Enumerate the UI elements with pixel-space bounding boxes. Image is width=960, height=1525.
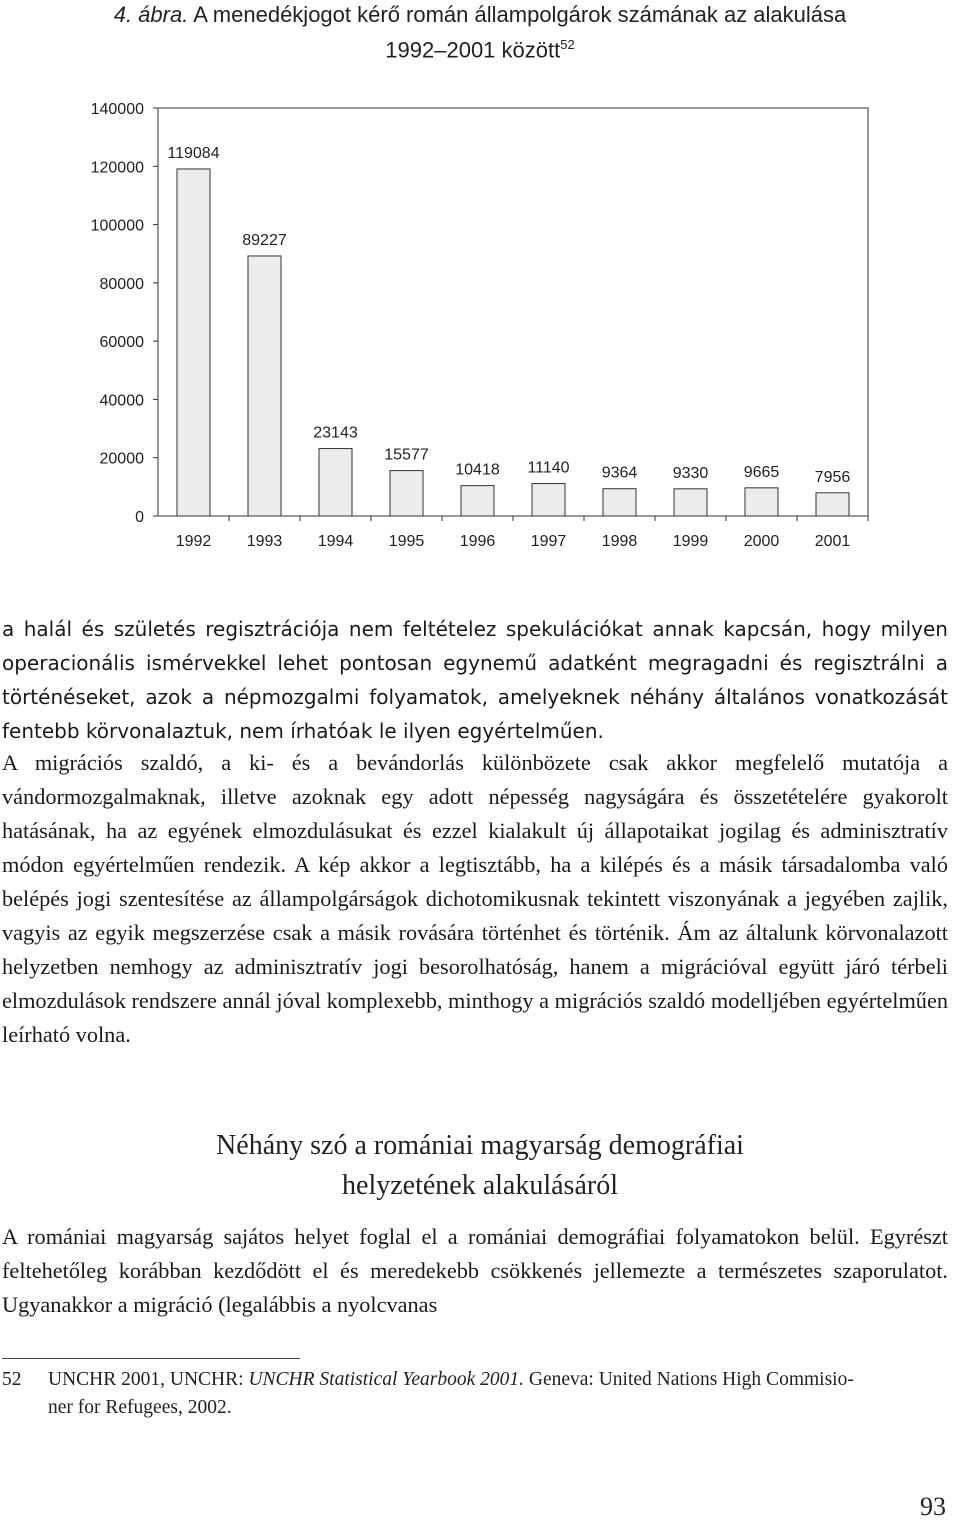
x-tick-label: 2001 [814, 533, 851, 550]
x-tick-label: 1996 [459, 533, 496, 550]
footnote-title: UNCHR Statistical Yearbook 2001. [248, 1369, 524, 1390]
footnote-number: 52 [2, 1369, 22, 1390]
bar [674, 489, 707, 516]
x-tick-label: 1995 [388, 533, 425, 550]
figure-title-line2: 1992–2001 között [385, 37, 561, 63]
data-label: 7956 [814, 468, 851, 486]
page-number: 93 [920, 1492, 946, 1521]
bar [390, 471, 423, 516]
paragraph-3: A romániai magyarság sajátos helyet foglal el a romániai demográfiai folyamatokon belül. Egyrészt feltehetőleg korábban kezdődött el és meredekebb csökkenés jellemezte a természetes szaporulatot. Ugyanakkor a migráció (legalábbis a nyolcvanas [2, 1224, 948, 1317]
data-label: 23143 [313, 424, 358, 442]
y-tick-label: 20000 [99, 450, 144, 468]
data-label: 9330 [672, 464, 709, 482]
footnote-text-after: Geneva: United Nations High Commisio- [523, 1369, 854, 1390]
x-tick-label: 1999 [672, 533, 709, 550]
x-tick-label: 1993 [246, 533, 283, 550]
footnote [2, 1366, 948, 1422]
figure-caption [0, 0, 960, 65]
heading-line-1: Néhány szó a romániai magyarság demográfiai [216, 1130, 744, 1161]
data-label: 15577 [384, 446, 429, 464]
y-tick-label: 120000 [90, 159, 144, 177]
heading-line-2: helyzetének alakulásáról [342, 1170, 618, 1201]
bar [319, 449, 352, 516]
figure-title-line1: A menedékjogot kérő román állampolgárok számának az alakulása [193, 2, 847, 27]
data-label: 89227 [242, 231, 287, 249]
footnote-ref: 52 [560, 37, 575, 52]
bar [816, 493, 849, 516]
x-tick-label: 2000 [743, 533, 780, 550]
bar [745, 488, 778, 516]
footnote-divider [2, 1358, 300, 1359]
y-tick-label: 140000 [90, 101, 144, 118]
x-tick-label: 1992 [175, 533, 212, 550]
y-tick-label: 0 [135, 509, 144, 526]
section-heading [0, 1126, 960, 1206]
x-tick-label: 1994 [317, 533, 354, 550]
y-tick-label: 40000 [99, 392, 144, 410]
footnote-text-before: UNCHR 2001, UNCHR: [48, 1369, 249, 1390]
bar [177, 169, 210, 516]
footnote-continuation: ner for Refugees, 2002. [48, 1397, 232, 1418]
bar [603, 489, 636, 516]
bar [532, 484, 565, 516]
caption-line-2 [0, 30, 960, 65]
bar-chart [0, 86, 960, 566]
y-tick-label: 100000 [90, 217, 144, 235]
data-label: 11140 [527, 459, 570, 477]
data-label: 9665 [743, 463, 780, 481]
bar [461, 486, 494, 516]
caption-line-1 [0, 0, 960, 30]
x-tick-label: 1997 [530, 533, 567, 550]
x-tick-label: 1998 [601, 533, 638, 550]
paragraph-1: a halál és születés regisztrációja nem feltételez spekulációkat annak kapcsán, hogy milyen operacionális ismérvekkel lehet pontosan egynemű adatként megragadni és regisztrálni a történéseket, azok a népmozgalmi folyamatok, amelyeknek néhány általános vonatkozását fentebb körvonalaztuk, nem írhatóak le ilyen egyértelműen. [2, 617, 948, 743]
figure-label: 4. ábra. [113, 2, 189, 27]
data-label: 10418 [455, 461, 500, 479]
data-label: 119084 [167, 144, 220, 162]
data-label: 9364 [601, 464, 638, 482]
paragraph-2: A migrációs szaldó, a ki- és a bevándorlás különbözete csak akkor megfelelő mutatója a vándormozgalmaknak, illetve azoknak egy adott népesség nagyságára és összetételére gyakorolt hatásának, ha az egyének elmozdulásukat és ezzel kialakult új állapotaikat jogilag és adminisztratív módon egyértelműen rendezik. A kép akkor a legtisztább, ha a kilépés és a másik társadalomba való belépés jogi szentesítése az állampolgárságok dichotomikusnak tekintett viszonyának a jegyében zajlik, vagyis az egyik megszerzése csak a másik rovására történhet és történik. Ám az általunk körvonalazott helyzetben nemhogy az adminisztratív jogi besorolhatóság, hanem a migrációval együtt járó térbeli elmozdulások rendszere annál jóval komplexebb, minthogy a migrációs szaldó modelljében egyértelműen leírható volna. [2, 750, 948, 1047]
y-tick-label: 80000 [99, 275, 144, 293]
y-tick-label: 60000 [99, 334, 144, 352]
footnote-line-1 [2, 1366, 948, 1394]
bar [248, 256, 281, 516]
